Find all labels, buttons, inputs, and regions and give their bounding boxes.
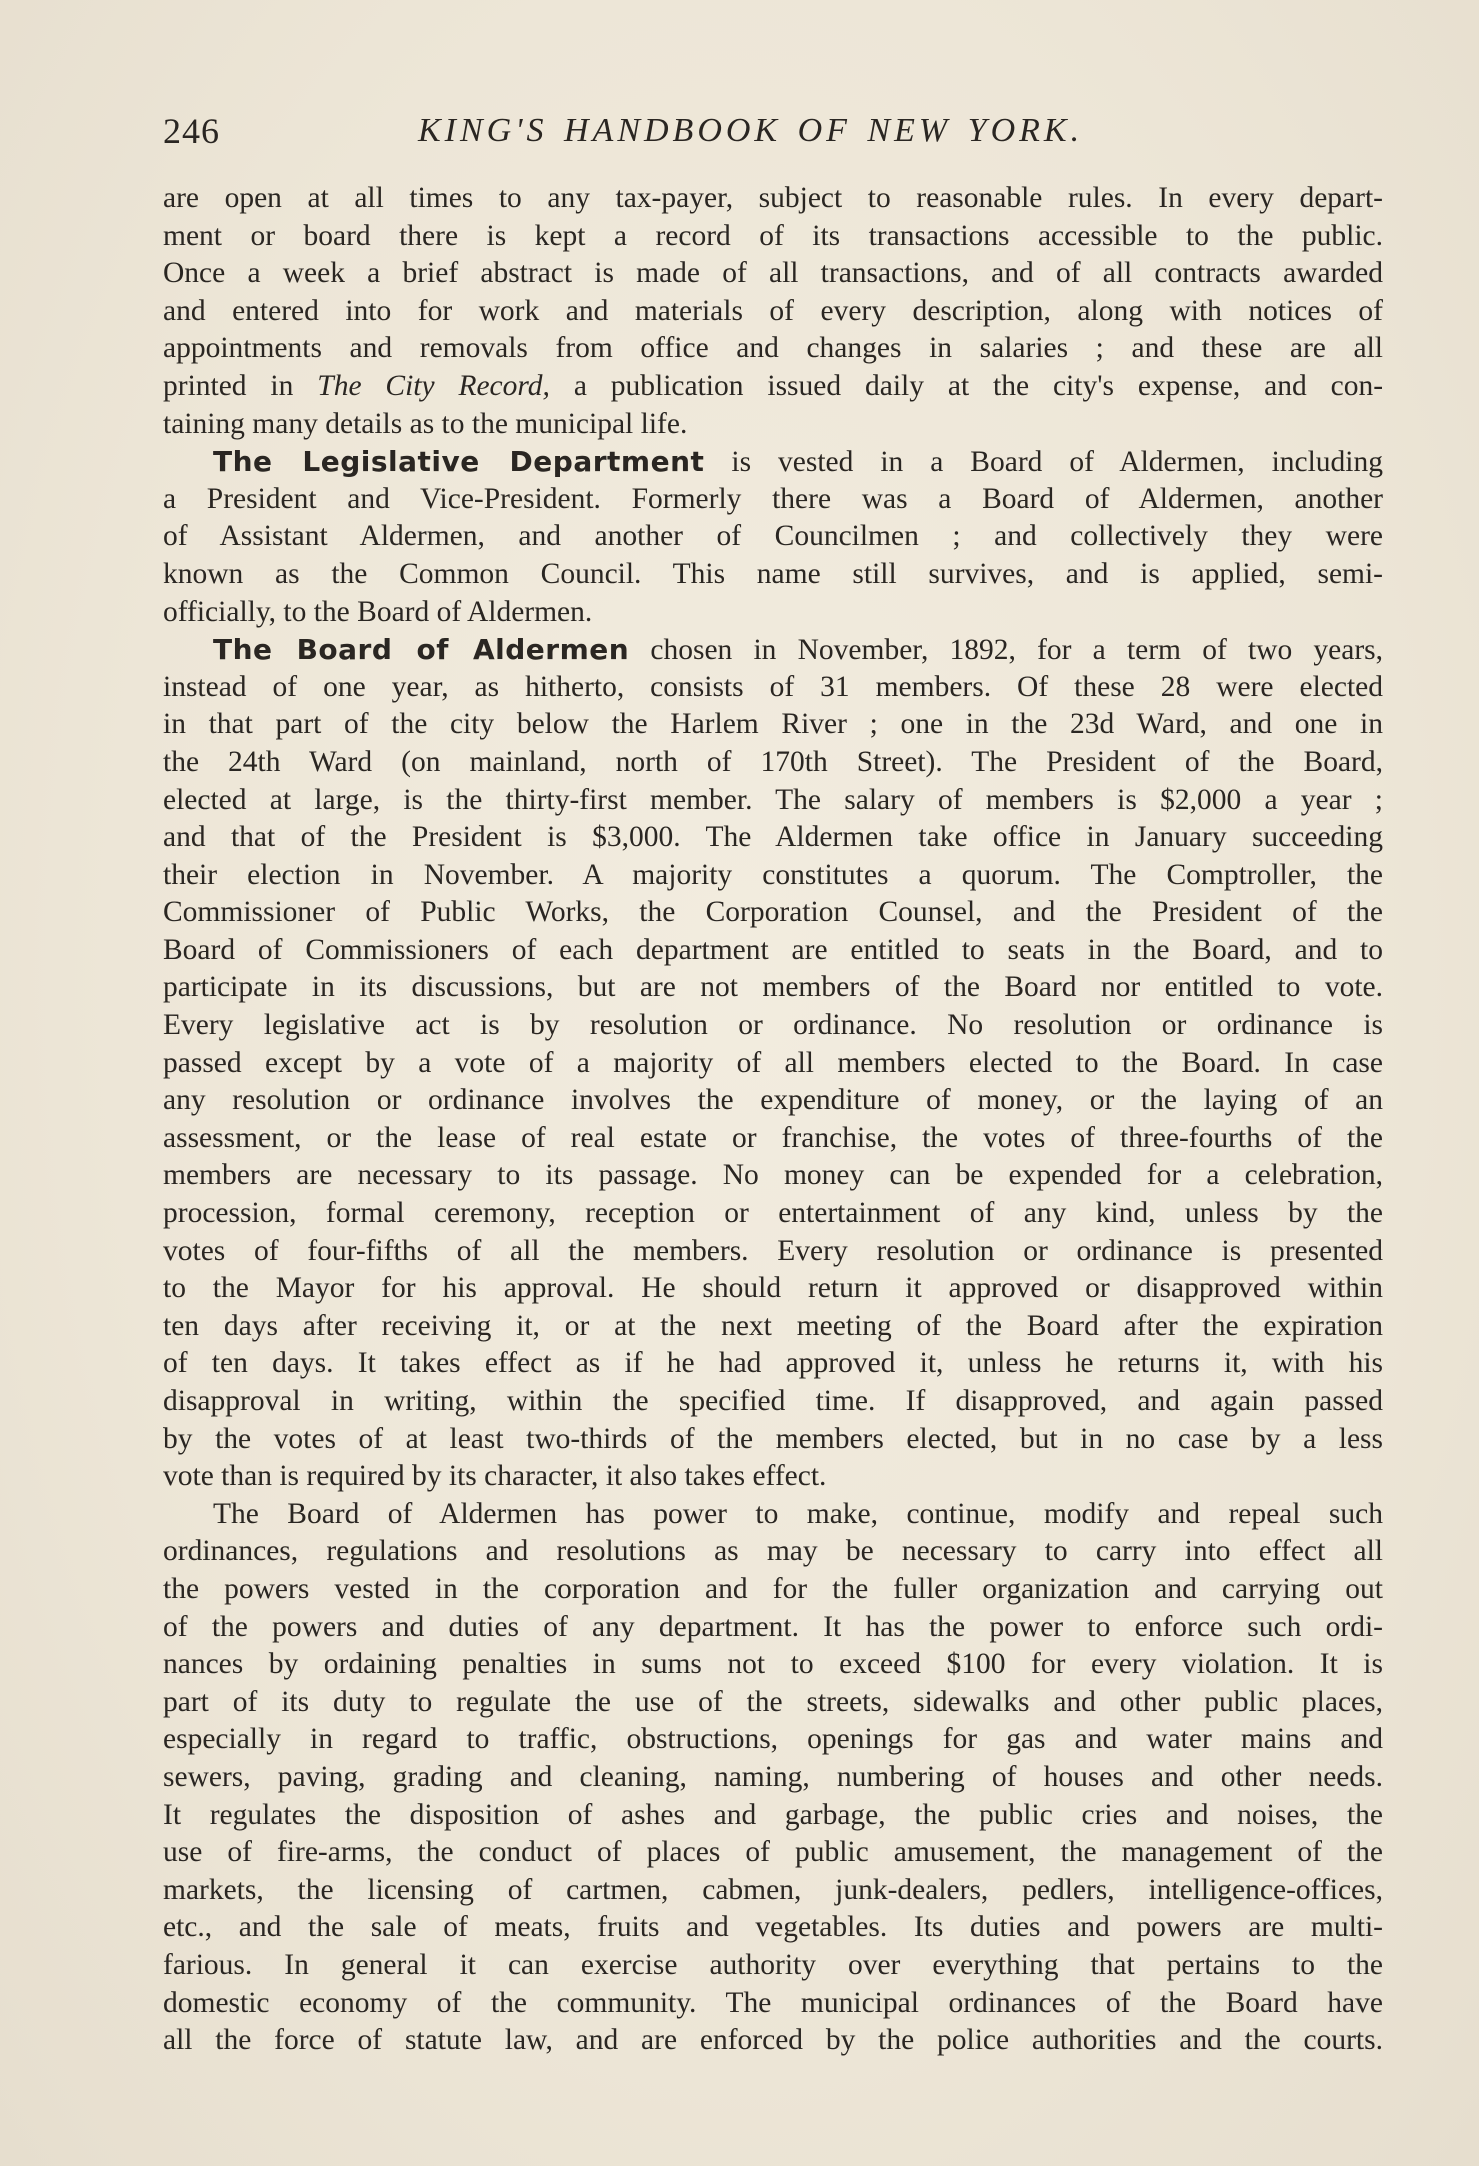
text-line: etc., and the sale of meats, fruits and vegetables. Its duties and powers are multi- bbox=[163, 1911, 1383, 1944]
text-line bbox=[163, 443, 1383, 481]
text-line: participate in its discussions, but are not members of the Board nor entitled to vote. bbox=[163, 971, 1383, 1004]
text-line: passed except by a vote of a majority of all members elected to the Board. In case bbox=[163, 1046, 1383, 1079]
body-text bbox=[163, 180, 1383, 2060]
text-line: vote than is required by its character, it also takes effect. bbox=[163, 1460, 827, 1493]
text-line: a President and Vice-President. Formerly there was a Board of Aldermen, another bbox=[163, 482, 1383, 515]
text-line: their election in November. A majority constitutes a quorum. The Comptroller, the bbox=[163, 858, 1383, 891]
text-line: ten days after receiving it, or at the next meeting of the Board after the expiration bbox=[163, 1309, 1383, 1342]
text-line: sewers, paving, grading and cleaning, naming, numbering of houses and other needs. bbox=[163, 1760, 1383, 1793]
text-line: part of its duty to regulate the use of the streets, sidewalks and other public places, bbox=[163, 1685, 1383, 1718]
page-header bbox=[163, 104, 1383, 164]
text-line: ordinances, regulations and resolutions as may be necessary to carry into effect all bbox=[163, 1535, 1383, 1568]
text-line: votes of four-fifths of all the members. Every resolution or ordinance is presented bbox=[163, 1234, 1383, 1267]
text-line: taining many details as to the municipal life. bbox=[163, 407, 688, 440]
text-line: any resolution or ordinance involves the expenditure of money, or the laying of an bbox=[163, 1084, 1383, 1117]
text-line: farious. In general it can exercise authority over everything that pertains to the bbox=[163, 1948, 1383, 1981]
text-line bbox=[163, 368, 1383, 406]
text-line: instead of one year, as hitherto, consists of 31 members. Of these 28 were elected bbox=[163, 670, 1383, 703]
text-line: nances by ordaining penalties in sums not to exceed $100 for every violation. It is bbox=[163, 1648, 1383, 1681]
text-line: especially in regard to traffic, obstructions, openings for gas and water mains and bbox=[163, 1723, 1383, 1756]
text-line: domestic economy of the community. The municipal ordinances of the Board have bbox=[163, 1986, 1383, 2019]
text-line: by the votes of at least two-thirds of the members elected, but in no case by a less bbox=[163, 1422, 1383, 1455]
text-line: of ten days. It takes effect as if he had approved it, unless he returns it, with his bbox=[163, 1347, 1383, 1380]
text-line: the powers vested in the corporation and for the fuller organization and carrying out bbox=[163, 1572, 1383, 1605]
text-line: elected at large, is the thirty-first member. The salary of members is $2,000 a year ; bbox=[163, 783, 1383, 816]
text-line: Commissioner of Public Works, the Corporation Counsel, and the President of the bbox=[163, 896, 1383, 929]
text-line: to the Mayor for his approval. He should return it approved or disapproved within bbox=[163, 1272, 1383, 1305]
text-segment: chosen in November, 1892, for a term of two years, bbox=[650, 634, 1384, 667]
text-line: all the force of statute law, and are enforced by the police authorities and the courts. bbox=[163, 2024, 1383, 2057]
text-line: in that part of the city below the Harlem River ; one in the 23d Ward, and one in bbox=[163, 708, 1383, 741]
text-line bbox=[163, 631, 1383, 669]
text-line: of the powers and duties of any department. It has the power to enforce such ordi- bbox=[163, 1610, 1383, 1643]
text-segment: is vested in a Board of Aldermen, including bbox=[731, 446, 1383, 479]
text-line: assessment, or the lease of real estate or franchise, the votes of three-fourths of the bbox=[163, 1121, 1383, 1154]
text-line: known as the Common Council. This name still survives, and is applied, semi- bbox=[163, 557, 1383, 590]
section-lead-legislative-department: The Legislative Department bbox=[213, 445, 705, 479]
text-line: markets, the licensing of cartmen, cabmen, junk-dealers, pedlers, intelligence-offices, bbox=[163, 1873, 1383, 1906]
text-line: appointments and removals from office and changes in salaries ; and these are all bbox=[163, 332, 1383, 365]
text-line: ment or board there is kept a record of its transactions accessible to the public. bbox=[163, 219, 1383, 252]
text-line: procession, formal ceremony, reception or entertainment of any kind, unless by the bbox=[163, 1197, 1383, 1230]
publication-title: The City Record, bbox=[317, 369, 550, 402]
text-line: and that of the President is $3,000. The Aldermen take office in January succeeding bbox=[163, 821, 1383, 854]
text-line: and entered into for work and materials of every description, along with notices of bbox=[163, 294, 1383, 327]
text-line: members are necessary to its passage. No money can be expended for a celebration, bbox=[163, 1159, 1383, 1192]
text-line: use of fire-arms, the conduct of places of public amusement, the management of the bbox=[163, 1836, 1383, 1869]
section-lead-board-of-aldermen: The Board of Aldermen bbox=[213, 633, 630, 667]
text-line: It regulates the disposition of ashes and garbage, the public cries and noises, the bbox=[163, 1798, 1383, 1831]
running-title: KING'S HANDBOOK OF NEW YORK. bbox=[418, 112, 1084, 149]
text-line: the 24th Ward (on mainland, north of 170th Street). The President of the Board, bbox=[163, 745, 1383, 778]
text-line: The Board of Aldermen has power to make, continue, modify and repeal such bbox=[213, 1497, 1383, 1530]
text-segment: a publication issued daily at the city's expense, and con- bbox=[573, 369, 1384, 402]
text-line: of Assistant Aldermen, and another of Councilmen ; and collectively they were bbox=[163, 520, 1383, 553]
text-line: Board of Commissioners of each department are entitled to seats in the Board, and to bbox=[163, 933, 1383, 966]
text-line: disapproval in writing, within the specified time. If disapproved, and again passed bbox=[163, 1385, 1383, 1417]
text-line: Every legislative act is by resolution or ordinance. No resolution or ordinance is bbox=[163, 1009, 1383, 1042]
text-line: officially, to the Board of Aldermen. bbox=[163, 595, 593, 628]
page-number: 246 bbox=[163, 111, 220, 151]
text-line: are open at all times to any tax-payer, subject to reasonable rules. In every depart- bbox=[163, 182, 1383, 214]
text-line: Once a week a brief abstract is made of all transactions, and of all contracts awarded bbox=[163, 257, 1383, 290]
text-segment: printed in bbox=[163, 369, 294, 402]
